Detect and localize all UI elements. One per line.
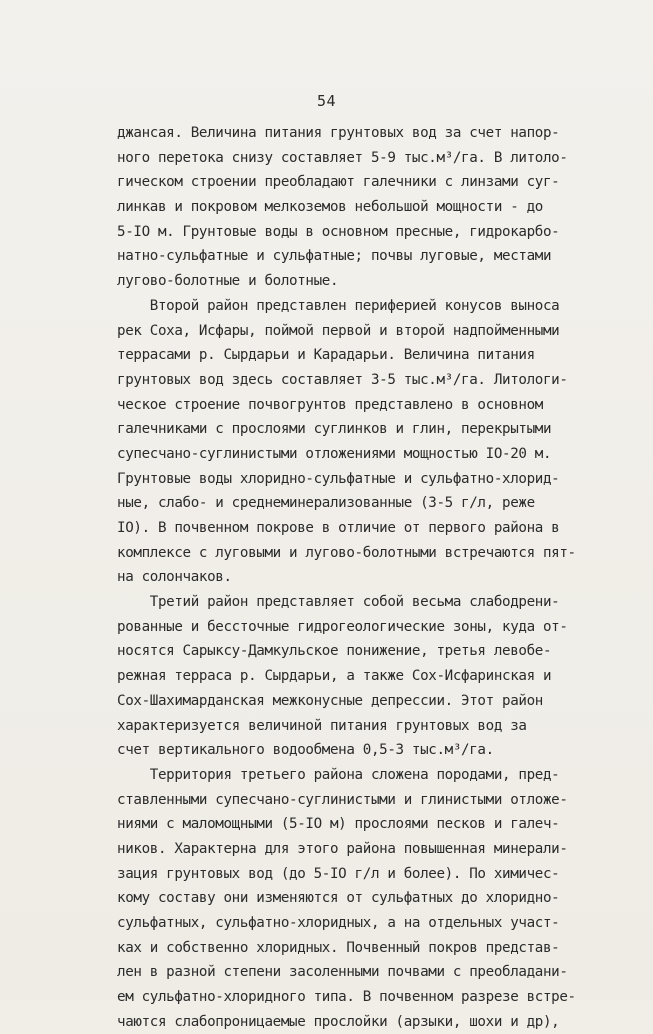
text-line: линкав и покровом мелкоземов небольшой мощности - до	[117, 199, 543, 216]
text-line: IO). В почвенном покрове в отличие от первого района в	[117, 520, 560, 536]
text-line: ческое строение почвогрунтов представлено в основном	[117, 396, 543, 413]
text-line: галечниками с прослоями суглинков и глин, перекрытыми	[117, 421, 552, 438]
text-line: на солончаков.	[117, 569, 232, 586]
text-line: натно-сульфатные и сульфатные; почвы луговые, местами	[117, 248, 552, 265]
text-line: Территория третьего района сложена породами, пред-	[117, 766, 560, 783]
text-line: кому составу они изменяются от сульфатных до хлоридно-	[117, 890, 560, 907]
text-line: комплексе с луговыми и лугово-болотными встречаются пят-	[117, 544, 576, 561]
text-line: ках и собственно хлоридных. Почвенный покров представ-	[117, 939, 560, 956]
text-line: гическом строении преобладают галечники с линзами суг-	[117, 174, 560, 191]
text-line: Грунтовые воды хлоридно-сульфатные и сульфатно-хлорид-	[117, 470, 560, 487]
text-line: ставленными супесчано-суглинистыми и глинистыми отложе-	[117, 791, 568, 808]
text-line: ного перетока снизу составляет 5-9 тыс.м³/га. В литоло-	[117, 149, 568, 166]
text-line: террасами р. Сырдарьи и Карадарьи. Величина питания	[117, 347, 535, 364]
text-line: лен в разной степени засоленными почвами с преобладани-	[117, 964, 568, 981]
text-line: Сох-Шахимарданская межконусные депрессии. Этот район	[117, 692, 543, 709]
text-line: сульфатных, сульфатно-хлоридных, а на отдельных участ-	[117, 915, 560, 931]
text-line: чаются слабопроницаемые прослойки (арзыки, шохи и др),	[117, 1013, 560, 1030]
text-line: ем сульфатно-хлоридного типа. В почвенном разрезе встре-	[117, 989, 576, 1006]
text-line: Третий район представляет собой весьма слабодрени-	[117, 594, 560, 611]
page-number: 54	[316, 92, 337, 110]
text-line: рованные и бессточные гидрогеологические зоны, куда от-	[117, 618, 568, 635]
body-text	[117, 121, 587, 1034]
text-line: характеризуется величиной питания грунтовых вод за	[117, 717, 527, 734]
text-line: ные, слабо- и среднеминерализованные (3-5 г/л, реже	[117, 495, 535, 512]
text-line: супесчано-суглинистыми отложениями мощностью IO-20 м.	[117, 445, 552, 462]
text-line: ников. Характерна для этого района повышенная минерали-	[117, 840, 568, 857]
text-line: 5-IO м. Грунтовые воды в основном пресные, гидрокарбо-	[117, 223, 560, 240]
text-line: ниями с маломощными (5-IO м) прослоями песков и галеч-	[117, 816, 560, 833]
text-line: джансая. Величина питания грунтовых вод за счет напор-	[117, 125, 560, 141]
text-line: Второй район представлен периферией конусов выноса	[117, 297, 560, 314]
text-line: носятся Сарыксу-Дамкульское понижение, третья левобе-	[117, 643, 552, 660]
text-line: режная терраса р. Сырдарьи, а также Сох-Исфаринская и	[117, 668, 552, 685]
text-line: счет вертикального водообмена 0,5-3 тыс.м³/га.	[117, 742, 494, 759]
text-line: грунтовых вод здесь составляет 3-5 тыс.м³/га. Литологи-	[117, 371, 568, 388]
text-line: рек Соха, Исфары, поймой первой и второй надпойменными	[117, 322, 560, 339]
text-line: лугово-болотные и болотные.	[117, 273, 339, 290]
text-line: зация грунтовых вод (до 5-IO г/л и более). По химичес-	[117, 865, 560, 882]
